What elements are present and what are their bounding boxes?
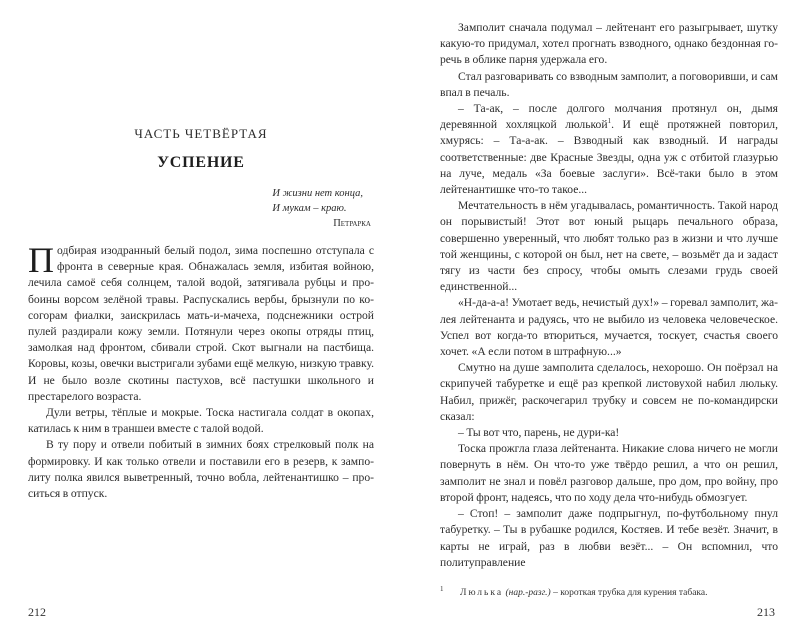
epigraph-author: Петрарка	[333, 218, 371, 229]
footnote-term: Люлька	[460, 587, 504, 598]
footnote: 1 Люлька (нар.-разг.) – короткая трубка для курения табака.	[440, 584, 708, 598]
paragraph: В ту пору и отвели побитый в зимних боях стрелковый полк на формировку. И как только отвели и поставили его в резерв, к замполиту полка явился выветренный, точно вобла, лейтенантишко – проситься в отпуск.	[28, 438, 374, 501]
paragraph: Тоска прожгла глаза лейтенанта. Никакие слова ничего не могли повернуть в нём. Он что-то уже твёрдо решил, а что он решил, замполит не знал и повёл разговор дальше, про дом, про войну, про второй фронт, надеясь, что по ходу дела что-нибудь обмозгует.	[440, 442, 778, 504]
paragraph: Замполит сначала подумал – лейтенант его разыгрывает, шутку какую-то придумал, хотел прогнать взводного, однако бездонная горечь в облике парня удержала его.	[440, 21, 778, 67]
right-body-text	[440, 20, 778, 571]
paragraph: – Стоп! – замполит даже подпрыгнул, по-футбольному пнул табуретку. – Ты в рубашке родился, Костяев. И тебе везёт. Значит, в карты не играй, раз в любви везёт... – Он вспомнил, что политуправление	[440, 507, 778, 569]
part-title: ЧАСТЬ ЧЕТВЁРТАЯ	[134, 126, 268, 141]
page-number: 212	[28, 604, 46, 619]
paragraph-text: одбирая изодранный белый подол, зима поспешно отступала с фронта в северные края. Обнажалась земля, избитая войною, лечила самоё себя солнцем, талой водой, затягивала рубцы и пробоины ворсом зелёной травы. Распускались вербы, брызнули по косогорам фиалки, заискрилась мать-и-мачеха, подснежники острой пулей раздирали кожу земли. Потянули через окопы отряды птиц, замолкая над фронтом, сбивали строй. Скот выгнали на пастбища. Коровы, козы, овечки выстригали зубами ещё мелкую, низкую травку. И не было возле скотины пастухов, всё пастушки школьного и престарелого возраста.	[28, 244, 374, 403]
paragraph-text: . И ещё протяжней повторил, хмурясь: – Та-а-ак. – Взводный как взводный. И награды соответственные: две Красные Звезды, одна уж с отбитой глазурью на луче, медаль «За боевые заслуги». Всё-таки было в этом лейтенантишке что-то такое...	[440, 118, 778, 197]
paragraph: «Н-да-а-а! Умотает ведь, нечистый дух!» – горевал замполит, жалея лейтенанта и радуясь, что не выбило из человека человеческое. Успел вот когда-то втюриться, мучается, тоскует, счастья своего хочет. «А если потом в штрафную...»	[440, 296, 778, 359]
footnote-gloss: (нар.-разг.)	[505, 587, 551, 598]
paragraph	[28, 240, 374, 405]
page-spacer	[28, 502, 374, 605]
paragraph: – Ты вот что, парень, не дури-ка!	[458, 426, 620, 440]
epigraph-line: И жизни нет конца,	[272, 188, 363, 199]
paragraph: Мечтательность в нём угадывалась, романтичность. Такой народ он порывистый! Этот вот юный рыцарь печального образа, совершенно уверенный, что любят только раз в жизни и что лучше той женщины, с которой он был, нет на свете, – возьмёт да и задаст тягу из части без спросу, чтобы омыть слезами грудь своей единственной...	[440, 199, 778, 294]
epigraph-line: И мукам – краю.	[272, 203, 347, 214]
paragraph: Стал разговаривать со взводным замполит, а поговоривши, и сам впал в печаль.	[440, 69, 778, 99]
drop-cap: П	[28, 240, 54, 280]
paragraph: Смутно на душе замполита сделалось, нехорошо. Он поёрзал на скрипучей табуретке и ещё раз крепкой листовухой набил люльку. Набил, прижёг, раскочегарил трубку и совсем не по-командирски сказал:	[440, 361, 778, 423]
paragraph: Дули ветры, тёплые и мокрые. Тоска настигала солдат в окопах, катилась к ним в траншеи вместе с талой водой.	[28, 406, 374, 436]
paragraph	[440, 101, 778, 198]
page-number: 213	[757, 604, 775, 619]
paragraph-text: – Та-ак, – после долгого молчания протянул он, дымя деревянной хохляцкой люлькой	[440, 102, 778, 132]
chapter-title: УСПЕНИЕ	[157, 154, 245, 171]
footnote-reference[interactable]: 1	[607, 117, 612, 126]
epigraph	[272, 186, 371, 231]
footnote-definition: – короткая трубка для курения табака.	[550, 587, 708, 598]
left-body-text	[28, 240, 374, 502]
right-page	[400, 0, 800, 631]
